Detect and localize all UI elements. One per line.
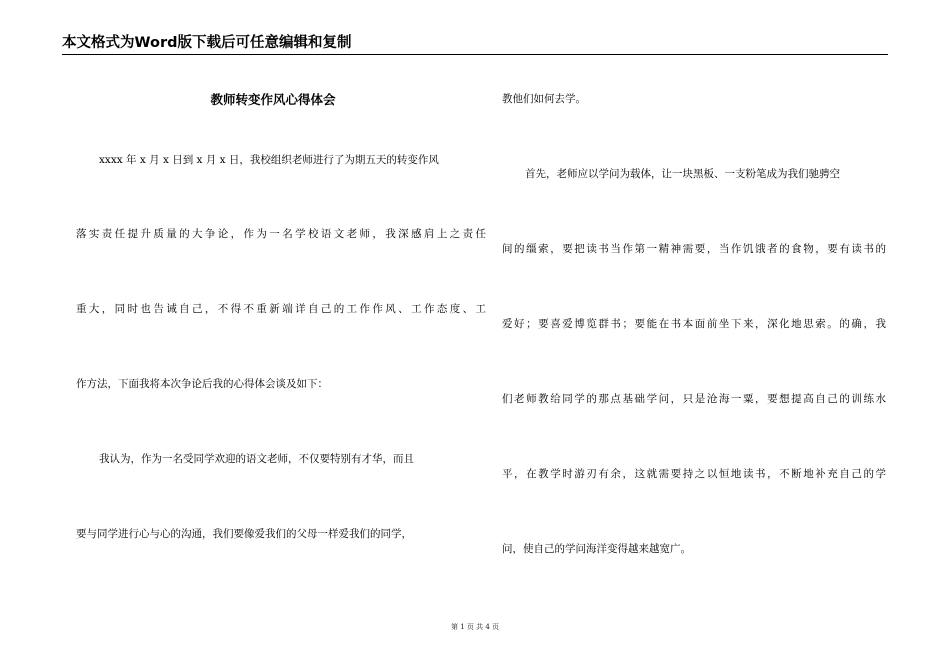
paragraph-line: 爱好；要喜爱博览群书；要能在书本面前坐下来，深化地思索。的确，我: [502, 318, 886, 330]
paragraph-line: 我认为，作为一名受同学欢迎的语文老师，不仅要特别有才华，而且: [99, 453, 414, 465]
paragraph-line: 间的缰索，要把读书当作第一精神需要，当作饥饿者的食物，要有读书的: [502, 243, 886, 255]
header-text: 本文格式为Word版下载后可任意编辑和复制: [62, 35, 352, 51]
paragraph-line: 首先，老师应以学问为载体，让一块黑板、一支粉笔成为我们驰骋空: [525, 168, 840, 180]
paragraph-line: 要与同学进行心与心的沟通，我们要像爱我们的父母一样爱我们的同学，: [76, 528, 412, 540]
paragraph-line: 们老师教给同学的那点基础学问，只是沧海一粟，要想提高自己的训练水: [502, 393, 886, 405]
paragraph-line: 重大，同时也告诫自己，不得不重新端详自己的工作作风、工作态度、工: [76, 303, 486, 315]
page-header: [62, 34, 888, 55]
page-number: 第 1 页 共 4 页: [450, 623, 500, 631]
document-title: 教师转变作风心得体会: [210, 92, 336, 107]
paragraph-line: 平，在教学时游刃有余，这就需要持之以恒地读书，不断地补充自己的学: [502, 468, 886, 480]
paragraph-line: 问，使自己的学问海洋变得越来越宽广。: [502, 543, 691, 555]
paragraph-line: 落实责任提升质量的大争论，作为一名学校语文老师，我深感肩上之责任: [76, 228, 486, 240]
paragraph-line: 教他们如何去学。: [502, 93, 586, 105]
paragraph-line: 作方法，下面我将本次争论后我的心得体会谈及如下：: [76, 378, 328, 390]
paragraph-line: xxxx 年 x 月 x 日到 x 月 x 日，我校组织老师进行了为期五天的转变作风: [99, 154, 439, 166]
